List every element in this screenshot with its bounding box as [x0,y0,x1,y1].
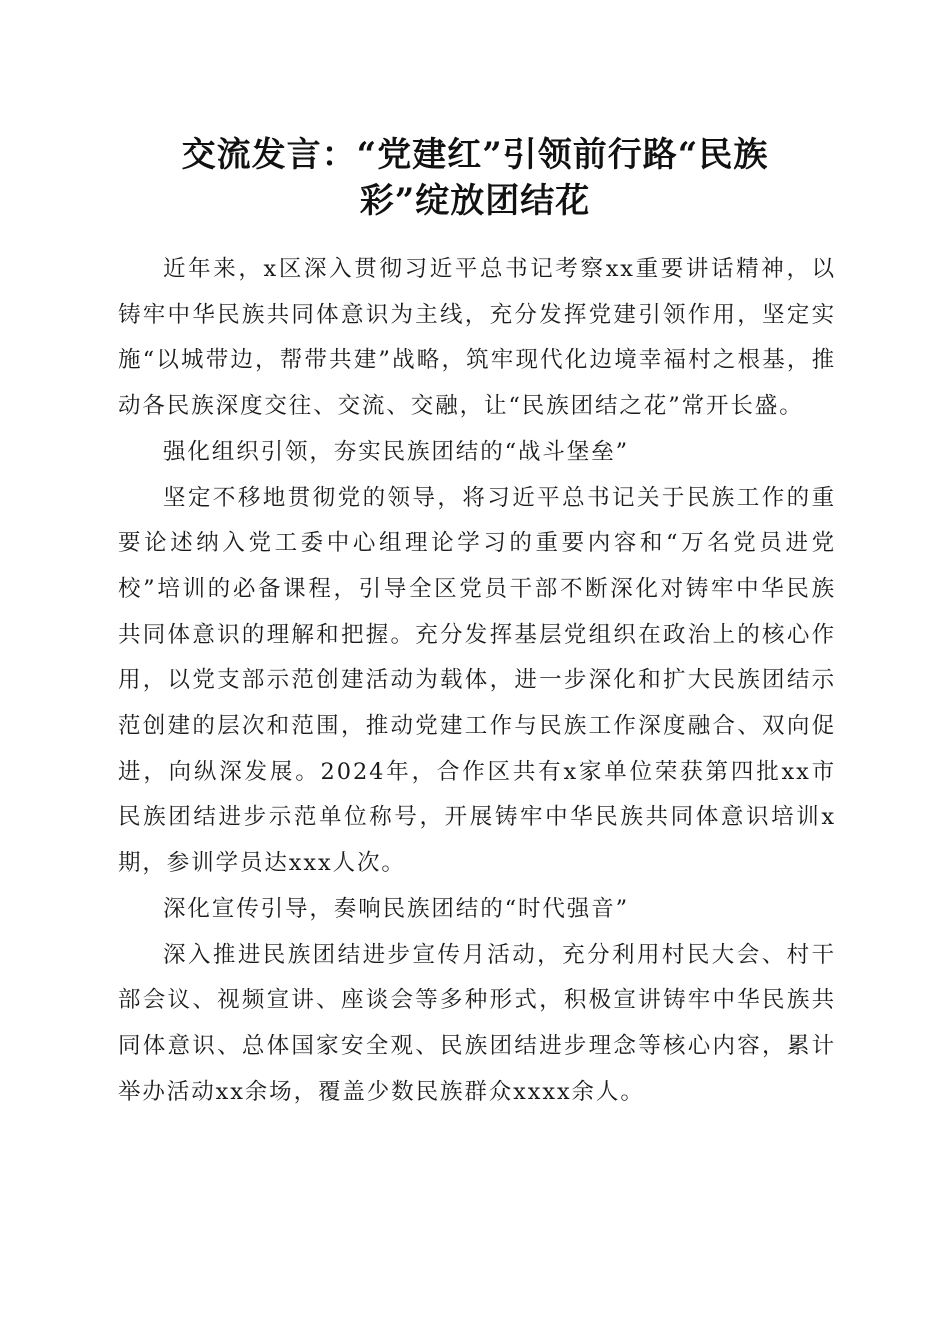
document-title [120,132,830,224]
section-heading-organization: 强化组织引领，夯实民族团结的“战斗堡垒” [163,438,630,465]
title-line-2: 彩”绽放团结花 [359,181,591,221]
paragraph-publicity: 深入推进民族团结进步宣传月活动，充分利用村民大会、村干部会议、视频宣讲、座谈会等多种形式，积极宣讲铸牢中华民族共同体意识、总体国家安全观、民族团结进步理念等核心内容，累计举办活动xx余场，覆盖少数民族群众xxxx余人。 [118,941,836,1105]
section-heading-publicity: 深化宣传引导，奏响民族团结的“时代强音” [163,895,630,922]
paragraph-organization: 坚定不移地贯彻党的领导，将习近平总书记关于民族工作的重要论述纳入党工委中心组理论学习的重要内容和“万名党员进党校”培训的必备课程，引导全区党员干部不断深化对铸牢中华民族共同体意识的理解和把握。充分发挥基层党组织在政治上的核心作用，以党支部示范创建活动为载体，进一步深化和扩大民族团结示范创建的层次和范围，推动党建工作与民族工作深度融合、双向促进，向纵深发展。2024年，合作区共有x家单位荣获第四批xx市民族团结进步示范单位称号，开展铸牢中华民族共同体意识培训x期，参训学员达xxx人次。 [118,484,836,877]
paragraph-intro: 近年来，x区深入贯彻习近平总书记考察xx重要讲话精神，以铸牢中华民族共同体意识为主线，充分发挥党建引领作用，坚定实施“以城带边，帮带共建”战略，筑牢现代化边境幸福村之根基，推动各民族深度交往、交流、交融，让“民族团结之花”常开长盛。 [118,256,836,420]
document-body [118,247,836,1115]
title-line-1: 交流发言：“党建红”引领前行路“民族 [181,135,769,175]
